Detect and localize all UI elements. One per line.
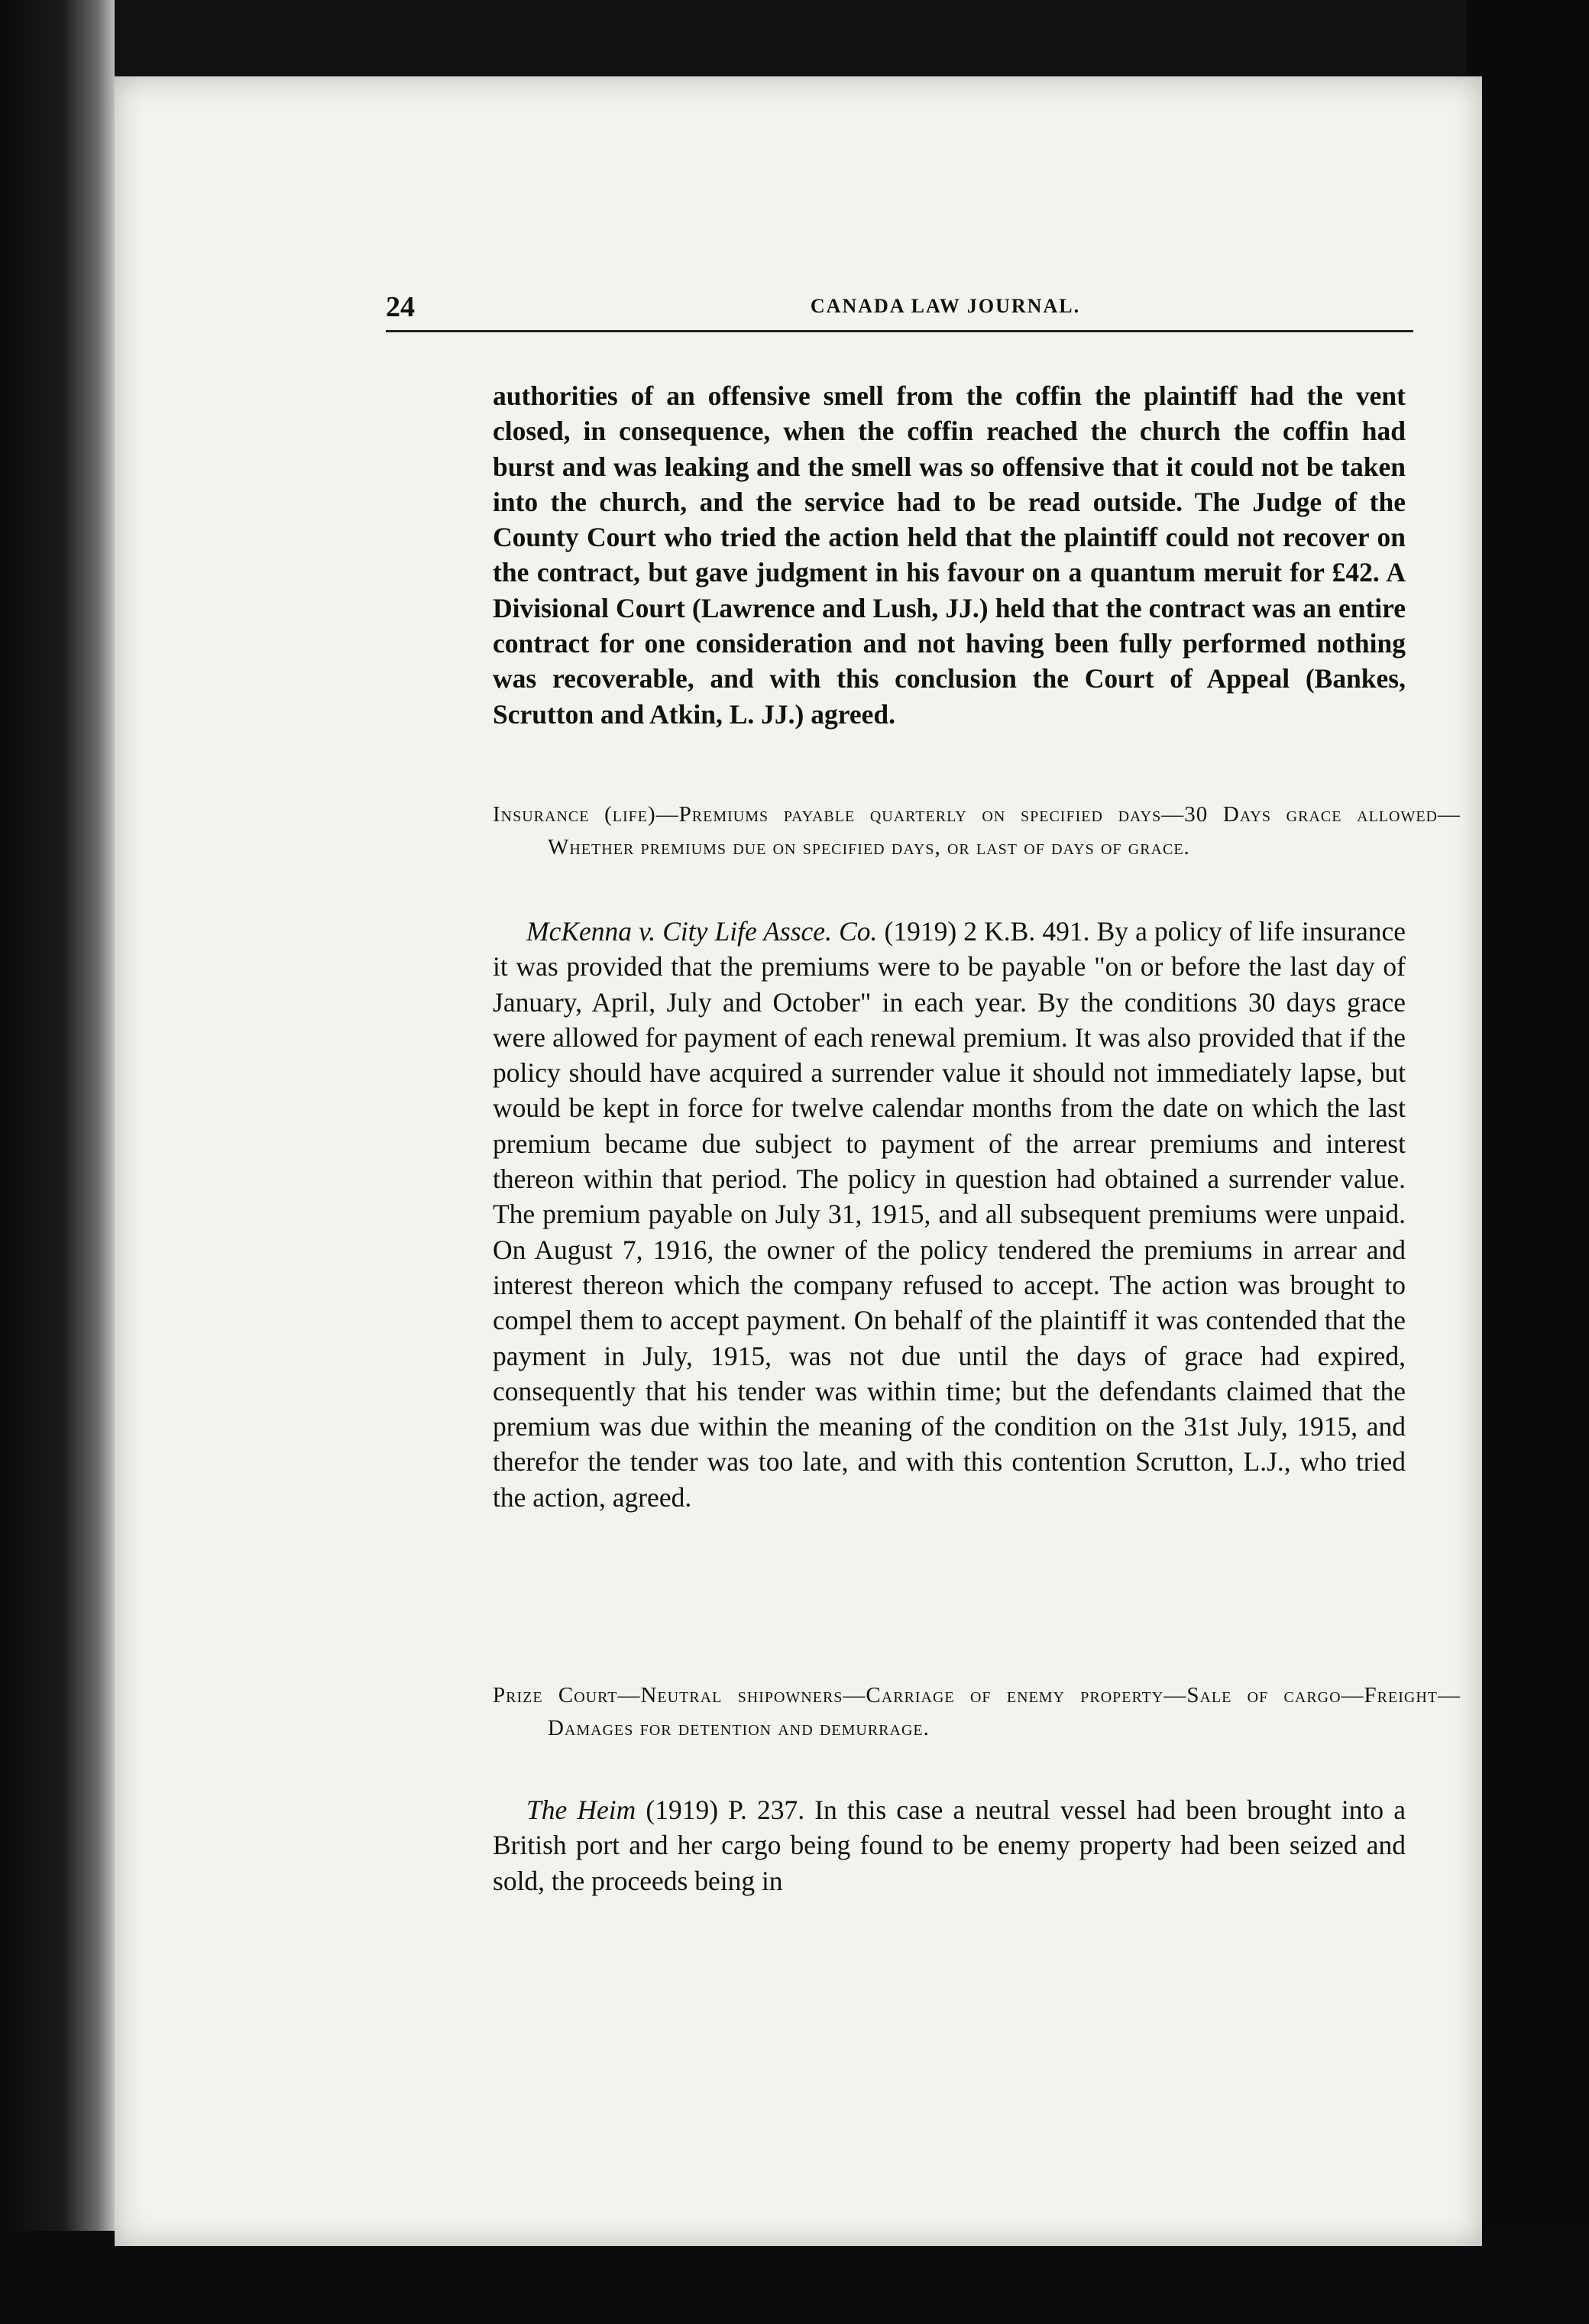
case-name: McKenna v. City Life Assce. Co. [526,916,878,947]
page-number: 24 [386,291,415,323]
case-name: The Heim [526,1795,636,1825]
section-heading-insurance: Insurance (life)—Premiums payable quarterly on specified days—30 Days grace allowed—Whether premiums due on specified days, or last of days of grace. [493,802,1461,859]
page-header [386,290,1413,332]
paragraph-text: authorities of an offensive smell from the coffin the plaintiff had the vent closed, in consequence, when the coffin reached the church the coffin had burst and was leaking and the smell was so offensive that it could not be taken into the church, and the service had to be read outside. The Judge of the County Court who tried the action held that the plaintiff could not recover on the contract, but gave judgment in his favour on a quantum meruit for £42. A Divisional Court (Lawrence and Lush, JJ.) held that the contract was an entire contract for one consideration and not having been fully performed nothing was recoverable, and with this conclusion the Court of Appeal (Bankes, Scrutton and Atkin, L. JJ.) agreed. [493,380,1406,730]
paragraph [493,914,1406,1515]
section-heading-prize-court: Prize Court—Neutral shipowners—Carriage of enemy property—Sale of cargo—Freight—Damages for detention and demurrage. [493,1683,1461,1740]
case-citation: (1919) P. 237. [646,1795,805,1825]
continued-paragraph [493,378,1406,732]
paragraph-text: In this case a neutral vessel had been brought into a British port and her cargo being found to be enemy property had been seized and sold, the proceeds being in [493,1795,1406,1896]
case-citation: (1919) 2 K.B. 491. [884,916,1090,947]
scan-border-left [0,0,115,2324]
case-paragraph-heim [493,1792,1406,1898]
paragraph [493,1792,1406,1898]
paragraph-text: By a policy of life insurance it was provided that the premiums were to be payable "on or before the last day of January, April, July and October" in each year. By the conditions 30 days grace were allowed for payment of each renewal premium. It was also provided that if the policy should have acquired a surrender value it should not immediately lapse, but would be kept in force for twelve calendar months from the date on which the last premium became due subject to payment of the arrear premiums and interest thereon within that period. The policy in question had obtained a surrender value. The premium payable on July 31, 1915, and all subsequent premiums were unpaid. On August 7, 1916, the owner of the policy tendered the premiums in arrear and interest thereon which the company refused to accept. The action was brought to compel them to accept payment. On behalf of the plaintiff it was contended that the payment in July, 1915, was not due until the days of grace had expired, consequently that his tender was within time; but the defendants claimed that the premium was due within the meaning of the condition on the 31st July, 1915, and therefor the tender was too late, and with this contention Scrutton, L.J., who tried the action, agreed. [493,916,1406,1513]
scan-border-right [1467,0,1589,2324]
running-head: CANADA LAW JOURNAL. [810,295,1081,317]
case-paragraph-mckenna [493,914,1406,1515]
